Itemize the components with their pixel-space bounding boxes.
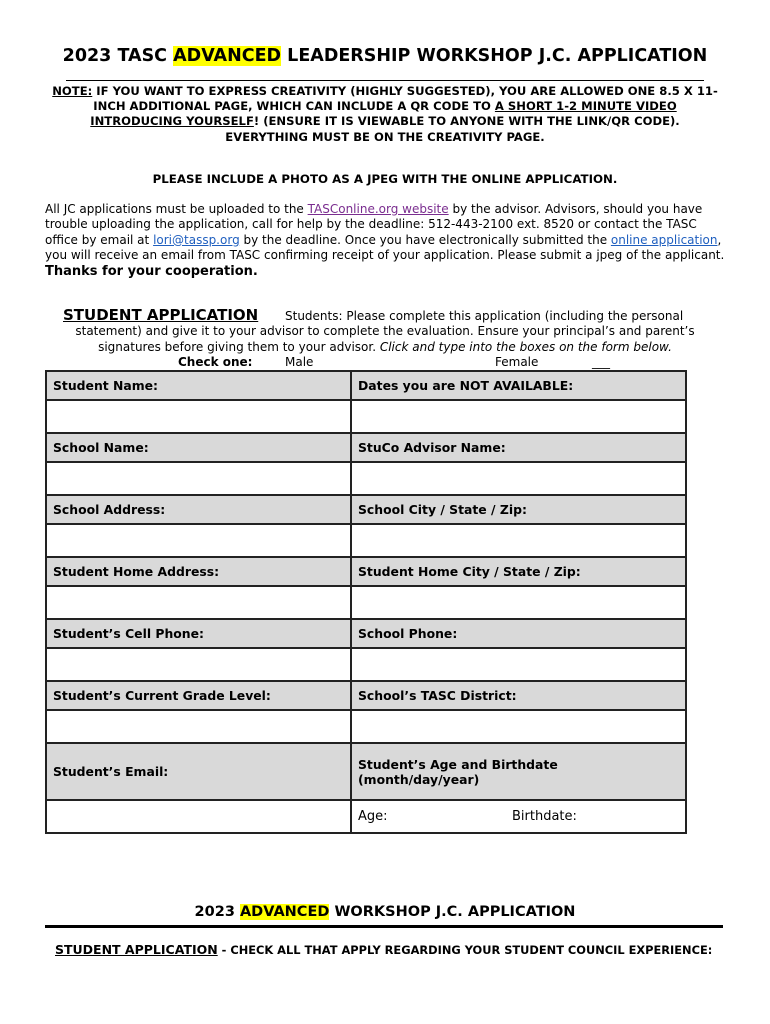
cell-phone-input[interactable]: [46, 648, 351, 681]
female-option[interactable]: Female: [495, 355, 539, 369]
dates-not-available-input[interactable]: [351, 400, 686, 433]
tasconline-link[interactable]: TASConline.org website: [307, 202, 449, 216]
male-option[interactable]: Male: [285, 355, 314, 369]
label-cell-phone: Student’s Cell Phone:: [46, 619, 351, 648]
thanks-note: Thanks for your cooperation.: [45, 263, 258, 279]
label-grade-level: Student’s Current Grade Level:: [46, 681, 351, 710]
label-dates-not-available: Dates you are NOT AVAILABLE:: [351, 371, 686, 400]
label-stuco-advisor: StuCo Advisor Name:: [351, 433, 686, 462]
age-label: Age:: [358, 809, 388, 824]
student-name-input[interactable]: [46, 400, 351, 433]
title-highlight: ADVANCED: [173, 46, 282, 66]
label-school-city: School City / State / Zip:: [351, 495, 686, 524]
student-form-table: [45, 370, 687, 834]
school-name-input[interactable]: [46, 462, 351, 495]
student-instructions-line1: Students: Please complete this application (including the personal: [285, 309, 684, 323]
email-link[interactable]: lori@tassp.org: [153, 232, 240, 247]
student-application-heading: STUDENT APPLICATION: [63, 306, 259, 324]
student-email-input[interactable]: [46, 800, 351, 833]
school-phone-input[interactable]: [351, 648, 686, 681]
birthdate-label: Birthdate:: [512, 809, 577, 824]
tasc-district-input[interactable]: [351, 710, 686, 743]
student-instructions-line2: statement) and give it to your advisor to complete the evaluation. Ensure your principal’s and parent’s: [75, 324, 695, 338]
label-student-name: Student Name:: [46, 371, 351, 400]
school-address-input[interactable]: [46, 524, 351, 557]
label-home-city: Student Home City / State / Zip:: [351, 557, 686, 586]
label-home-address: Student Home Address:: [46, 557, 351, 586]
title-rule: [66, 80, 704, 81]
label-school-phone: School Phone:: [351, 619, 686, 648]
label-age-birthdate: Student’s Age and Birthdate (month/day/year): [351, 743, 686, 800]
footer-rule: [45, 925, 723, 928]
instructions-paragraph: All JC applications must be uploaded to the TASConline.org website by the advisor. Advisors, should you have trouble uploading the application, call for help by the deadline: 512-443-2100 ext. 8520 or contact the TASC office by email at lori@tassp.org by the deadline. Once you have electronically submitted the online application, you will receive an email from TASC confirming receipt of your application. Please submit a jpeg of the applicant. Thanks for your cooperation.: [45, 202, 725, 279]
age-birthdate-input[interactable]: [351, 800, 686, 833]
page-title: 2023 TASC ADVANCED LEADERSHIP WORKSHOP J.C. APPLICATION: [62, 46, 708, 66]
home-city-input[interactable]: [351, 586, 686, 619]
note-paragraph: NOTE: IF YOU WANT TO EXPRESS CREATIVITY (HIGHLY SUGGESTED), YOU ARE ALLOWED ONE 8.5 X 11-INCH ADDITIONAL PAGE, WHICH CAN INCLUDE A QR CODE TO A SHORT 1-2 MINUTE VIDEO INTRODUCING YOURSELF! (ENSURE IT IS VIEWABLE TO ANYONE WITH THE LINK/QR CODE). EVERYTHING MUST BE ON THE CREATIVITY PAGE.: [52, 84, 718, 144]
photo-notice: PLEASE INCLUDE A PHOTO AS A JPEG WITH THE ONLINE APPLICATION.: [152, 172, 618, 186]
label-student-email: Student’s Email:: [46, 743, 351, 800]
footer-title-highlight: ADVANCED: [239, 904, 330, 920]
grade-level-input[interactable]: [46, 710, 351, 743]
footer-title: 2023 ADVANCED WORKSHOP J.C. APPLICATION: [194, 904, 576, 920]
stuco-advisor-input[interactable]: [351, 462, 686, 495]
experience-heading: STUDENT APPLICATION - CHECK ALL THAT APPLY REGARDING YOUR STUDENT COUNCIL EXPERIENCE:: [55, 942, 713, 957]
note-label: NOTE:: [52, 84, 93, 98]
student-instructions-line3: signatures before giving them to your advisor. Click and type into the boxes on the form below.: [98, 340, 672, 354]
video-requirement: A SHORT 1-2 MINUTE VIDEO INTRODUCING YOURSELF: [90, 99, 677, 129]
check-one-label: Check one:: [178, 355, 253, 369]
label-tasc-district: School’s TASC District:: [351, 681, 686, 710]
label-school-address: School Address:: [46, 495, 351, 524]
online-application-link[interactable]: online application: [610, 232, 718, 247]
home-address-input[interactable]: [46, 586, 351, 619]
female-blank[interactable]: ___: [592, 355, 610, 369]
label-school-name: School Name:: [46, 433, 351, 462]
school-city-input[interactable]: [351, 524, 686, 557]
